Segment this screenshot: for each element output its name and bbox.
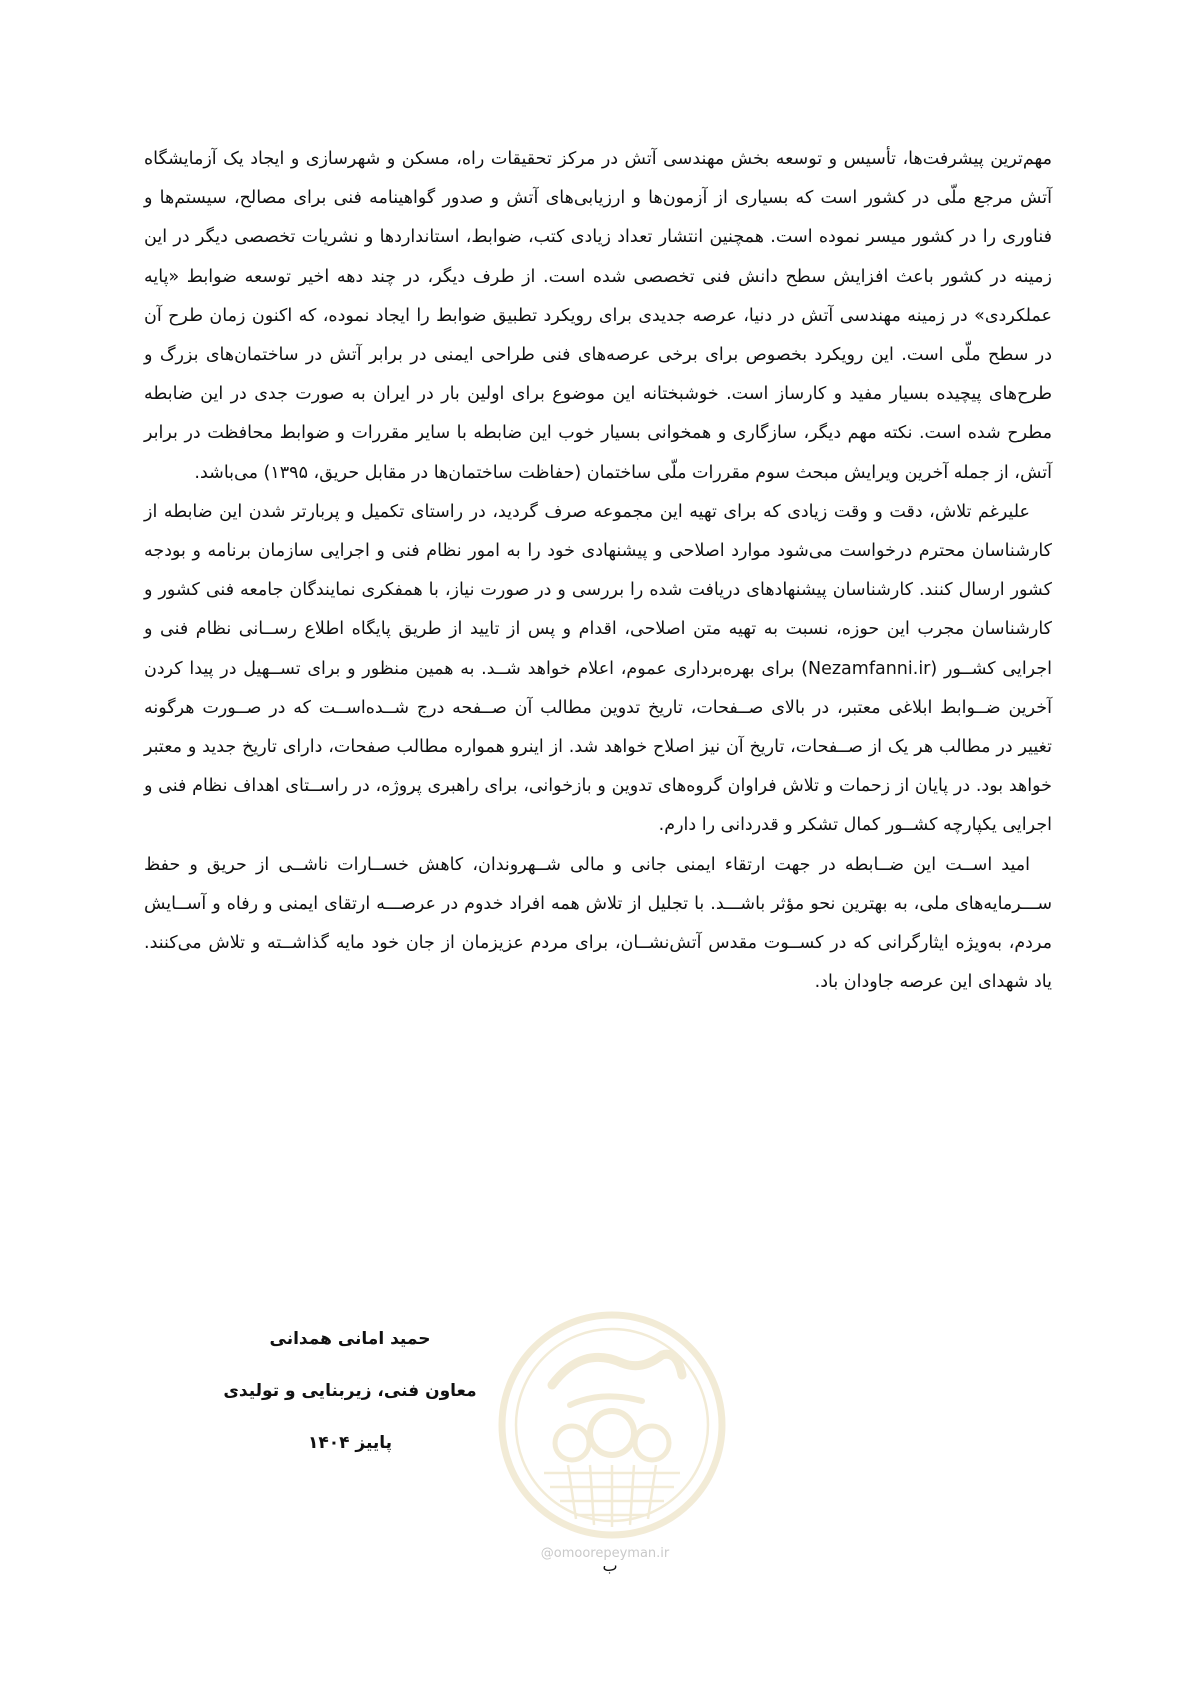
signature-date: پاییز ۱۴۰۴ (307, 1433, 393, 1453)
paragraph-2: علیرغم تلاش، دقت و وقت زیادی که برای تهیه این مجموعه صرف گردید، در راستای تکمیل و پربارتر شدن این ضابطه از کارشناسان محترم درخواست می‌شود موارد اصلاحی و پیشنهادی خود را به امور نظام فنی و اجرایی سازمان برنامه و بودجه کشور ارسال کنند. کارشناسان پیشنهادهای دریافت شده را بررسی و در صورت نیاز، با همفکری نمایندگان جامعه فنی کشور و کارشناسان مجرب این حوزه، نسبت به تهیه متن اصلاحی، اقدام و پس از تایید از طریق پایگاه اطلاع رســانی نظام فنی و اجرایی کشــور (Nezamfanni.ir) برای بهره‌برداری عموم، اعلام خواهد شــد. به همین منظور و برای تســهیل در پیدا کردن آخرین ضــوابط ابلاغی معتبر، در بالای صــفحات، تاریخ تدوین مطالب آن صــفحه درج شــده‌اســت که در صــورت هرگونه تغییر در مطالب هر یک از صــفحات، تاریخ آن نیز اصلاح خواهد شد. از اینرو همواره مطالب صفحات، دارای تاریخ جدید و معتبر خواهد بود. در پایان از زحمات و تلاش فراوان گروه‌های تدوین و بازخوانی، برای راهبری پروژه، در راســتای اهداف نظام فنی و اجرایی یکپارچه کشــور کمال تشکر و قدردانی را دارم. (144, 501, 1053, 836)
paragraph-3: امید اســت این ضــابطه در جهت ارتقاء ایمنی جانی و مالی شــهروندان، کاهش خســارات ناشــی از حریق و حفظ ســـرمایه‌های ملی، به بهترین نحو مؤثر باشـــد. با تجلیل از تلاش همه افراد خدوم در عرصـــه ارتقای ایمنی و رفاه و آســایش مردم، به‌ویژه ایثارگرانی که در کســوت مقدس آتش‌نشــان، برای مردم عزیزمان از جان خود مایه گذاشــته و تلاش می‌کنند. یاد شهدای این عرصه جاودان باد. (144, 854, 1052, 993)
signer-name: حمید امانی همدانی (269, 1329, 431, 1349)
watermark-url: @omoorepeyman.ir (540, 1546, 670, 1561)
paragraph-1: مهم‌ترین پیشرفت‌ها، تأسیس و توسعه بخش مهندسی آتش در مرکز تحقیقات راه، مسکن و شهرسازی و ایجاد یک آزمایشگاه آتش مرجع ملّی در کشور است که بسیاری از آزمون‌ها و ارزیابی‌های آتش و صدور گواهینامه فنی برای مصالح، سیستم‌ها و فناوری را در کشور میسر نموده است. همچنین انتشار تعداد زیادی کتب، ضوابط، استانداردها و نشریات تخصصی دیگر در این زمینه در کشور باعث افزایش سطح دانش فنی تخصصی شده است. از طرف دیگر، در چند دهه اخیر توسعه ضوابط «پایه عملکردی» در زمینه مهندسی آتش در دنیا، عرصه جدیدی برای رویکرد تطبیق ضوابط را ایجاد نموده، که اکنون زمان طرح آن در سطح ملّی است. این رویکرد بخصوص برای برخی عرصه‌های فنی طراحی ایمنی در برابر آتش در ساختمان‌های بزرگ و طرح‌های پیچیده بسیار مفید و کارساز است. خوشبختانه این موضوع برای اولین بار در ایران به صورت جدی در این ضابطه مطرح شده است. نکته مهم دیگر، سازگاری و همخوانی بسیار خوب این ضابطه با سایر مقررات و ضوابط محافظت در برابر آتش، از جمله آخرین ویرایش مبحث سوم مقررات ملّی ساختمان (حفاظت ساختمان‌ها در مقابل حریق، ۱۳۹۵) می‌باشد. (144, 149, 1052, 483)
signature-block (200, 1313, 500, 1469)
omoorepeyman-logo-icon (492, 1305, 732, 1545)
body-text (144, 140, 1052, 1002)
signer-title: معاون فنی، زیربنایی و تولیدی (223, 1381, 477, 1401)
page-number: ب (602, 1556, 618, 1575)
